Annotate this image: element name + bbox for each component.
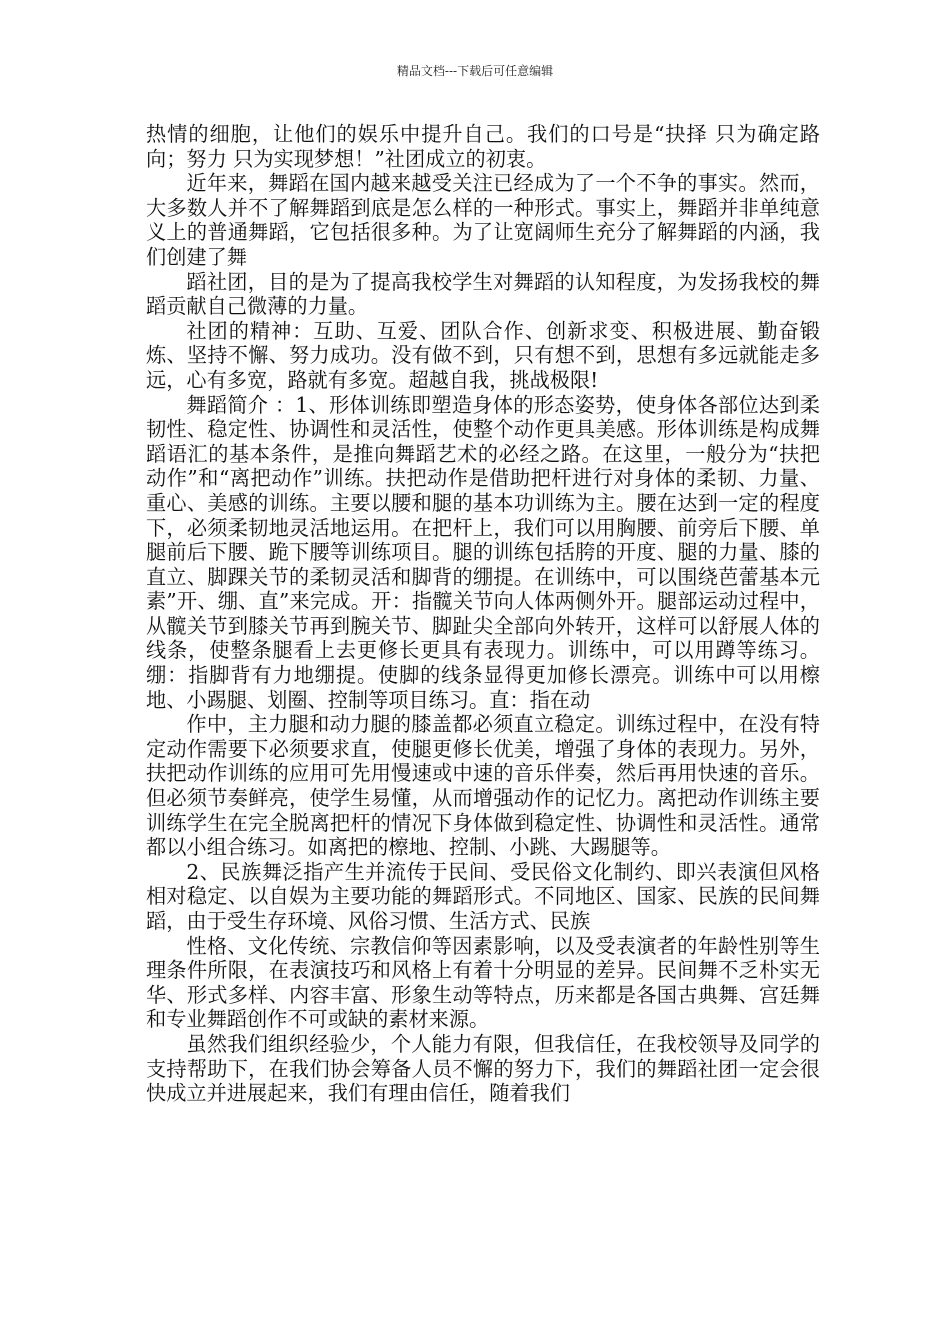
paragraph-2: 近年来，舞蹈在国内越来越受关注已经成为了一个不争的事实。然而，大多数人并不了解舞蹈到底是怎么样的一种形式。事实上，舞蹈并非单纯意义上的普通舞蹈，它包括很多种。为了让宽阔师生充分了解舞蹈的内涵，我们创建了舞 bbox=[146, 171, 820, 269]
page-header: 精品文档---下载后可任意编辑 bbox=[396, 64, 554, 78]
paragraph-7: 2、民族舞泛指产生并流传于民间、受民俗文化制约、即兴表演但风格相对稳定、以自娱为主要功能的舞蹈形式。不同地区、国家、民族的民间舞蹈，由于受生存环境、风俗习惯、生活方式、民族 bbox=[146, 859, 820, 933]
paragraph-1: 热情的细胞，让他们的娱乐中提升自己。我们的口号是“抉择 只为确定路向；努力 只为实现梦想！”社团成立的初衷。 bbox=[146, 122, 820, 171]
document-body bbox=[146, 122, 820, 1106]
paragraph-9: 虽然我们组织经验少，个人能力有限，但我信任，在我校领导及同学的支持帮助下，在我们协会筹备人员不懈的努力下，我们的舞蹈社团一定会很快成立并进展起来，我们有理由信任，随着我们 bbox=[146, 1031, 820, 1106]
paragraph-5: 舞蹈简介 ：1、形体训练即塑造身体的形态姿势，使身体各部位达到柔韧性、稳定性、协调性和灵活性，使整个动作更具美感。形体训练是构成舞蹈语汇的基本条件，是推向舞蹈艺术的必经之路。在这里，一般分为“扶把动作”和“离把动作”训练。扶把动作是借助把杆进行对身体的柔韧、力量、重心、美感的训练。主要以腰和腿的基本功训练为主。腰在达到一定的程度下，必须柔韧地灵活地运用。在把杆上，我们可以用胸腰、前旁后下腰、单腿前后下腰、跪下腰等训练项目。腿的训练包括胯的开度、腿的力量、膝的直立、脚踝关节的柔韧灵活和脚背的绷提。在训练中，可以围绕芭蕾基本元素”开、绷、直”来完成。开：指髋关节向人体两侧外开。腿部运动过程中，从髋关节到膝关节再到腕关节、脚趾尖全部向外转开，这样可以舒展人体的线条，使整条腿看上去更修长更具有表现力。训练中，可以用蹲等练习。绷：指脚背有力地绷提。使脚的线条显得更加修长漂亮。训练中可以用檫地、小踢腿、划圈、控制等项目练习。直：指在动 bbox=[146, 392, 820, 712]
paragraph-8: 性格、文化传统、宗教信仰等因素影响，以及受表演者的年龄性别等生理条件所限，在表演技巧和风格上有着十分明显的差异。民间舞不乏朴实无华、形式多样、内容丰富、形象生动等特点，历来都是各国古典舞、宫廷舞和专业舞蹈创作不可或缺的素材来源。 bbox=[146, 933, 820, 1032]
paragraph-4: 社团的精神：互助、互爱、团队合作、创新求变、积极进展、勤奋锻炼、坚持不懈、努力成功。没有做不到，只有想不到，思想有多远就能走多远，心有多宽，路就有多宽。超越自我，挑战极限! bbox=[146, 318, 820, 392]
paragraph-3: 蹈社团，目的是为了提高我校学生对舞蹈的认知程度，为发扬我校的舞蹈贡献自己微薄的力量。 bbox=[146, 269, 820, 319]
paragraph-6: 作中，主力腿和动力腿的膝盖都必须直立稳定。训练过程中，在没有特定动作需要下必须要求直，使腿更修长优美，增强了身体的表现力。另外，扶把动作训练的应用可先用慢速或中速的音乐伴奏，然后再用快速的音乐。但必须节奏鲜亮，使学生易懂，从而增强动作的记忆力。离把动作训练主要训练学生在完全脱离把杆的情况下身体做到稳定性、协调性和灵活性。通常都以小组合练习。如离把的檫地、控制、小跳、大踢腿等。 bbox=[146, 712, 820, 860]
